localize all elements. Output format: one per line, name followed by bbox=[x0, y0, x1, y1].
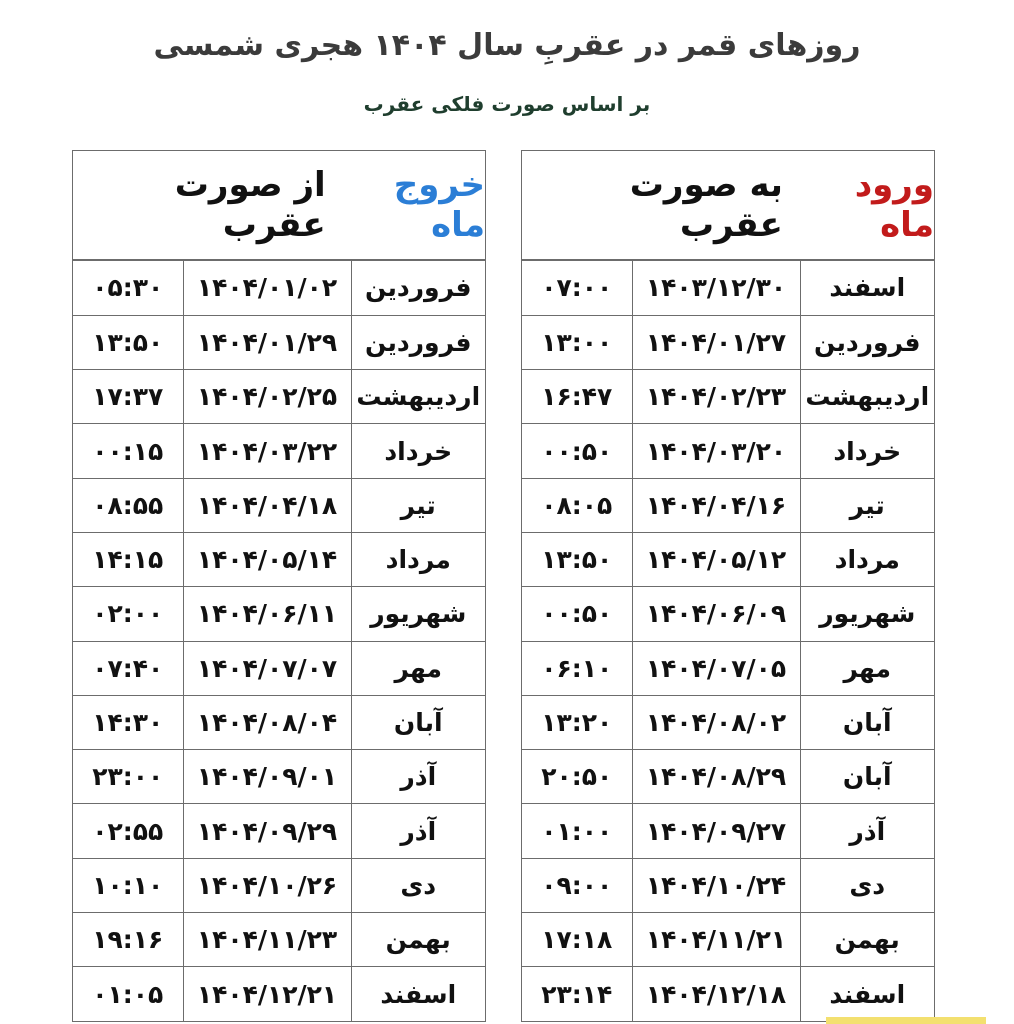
table-row bbox=[73, 695, 485, 749]
month-cell: اسفند bbox=[800, 967, 934, 1021]
entry-table-panel bbox=[521, 150, 935, 1022]
date-cell: ۱۴۰۴/۰۱/۲۷ bbox=[632, 315, 800, 369]
month-cell: اردیبهشت bbox=[800, 370, 934, 424]
table-row bbox=[522, 370, 934, 424]
table-row bbox=[73, 315, 485, 369]
exit-table bbox=[73, 261, 485, 1021]
date-cell: ۱۴۰۴/۱۰/۲۴ bbox=[632, 858, 800, 912]
month-cell: دی bbox=[800, 858, 934, 912]
entry-table-header bbox=[522, 151, 934, 261]
time-cell: ۰۱:۰۰ bbox=[522, 804, 632, 858]
table-row bbox=[73, 478, 485, 532]
month-cell: تیر bbox=[351, 478, 485, 532]
exit-header-accent: خروج ماه bbox=[393, 165, 485, 245]
date-cell: ۱۴۰۴/۰۲/۲۳ bbox=[632, 370, 800, 424]
time-cell: ۰۷:۴۰ bbox=[73, 641, 183, 695]
time-cell: ۰۹:۰۰ bbox=[522, 858, 632, 912]
date-cell: ۱۴۰۴/۰۵/۱۲ bbox=[632, 532, 800, 586]
month-cell: آبان bbox=[351, 695, 485, 749]
date-cell: ۱۴۰۴/۱۱/۲۱ bbox=[632, 913, 800, 967]
table-row bbox=[522, 695, 934, 749]
entry-table bbox=[522, 261, 934, 1021]
date-cell: ۱۴۰۴/۰۱/۲۹ bbox=[183, 315, 351, 369]
time-cell: ۰۶:۱۰ bbox=[522, 641, 632, 695]
table-row bbox=[522, 587, 934, 641]
date-cell: ۱۴۰۴/۰۵/۱۴ bbox=[183, 532, 351, 586]
date-cell: ۱۴۰۴/۰۸/۲۹ bbox=[632, 750, 800, 804]
month-cell: شهریور bbox=[800, 587, 934, 641]
exit-header-text: از صورت عقرب bbox=[174, 165, 326, 245]
time-cell: ۱۹:۱۶ bbox=[73, 913, 183, 967]
table-row bbox=[522, 424, 934, 478]
date-cell: ۱۴۰۴/۱۰/۲۶ bbox=[183, 858, 351, 912]
month-cell: فروردین bbox=[351, 315, 485, 369]
table-row bbox=[73, 913, 485, 967]
table-row bbox=[522, 315, 934, 369]
time-cell: ۲۰:۵۰ bbox=[522, 750, 632, 804]
date-cell: ۱۴۰۴/۱۲/۱۸ bbox=[632, 967, 800, 1021]
date-cell: ۱۴۰۴/۱۱/۲۳ bbox=[183, 913, 351, 967]
time-cell: ۰۸:۰۵ bbox=[522, 478, 632, 532]
time-cell: ۰۰:۵۰ bbox=[522, 587, 632, 641]
exit-table-header bbox=[73, 151, 485, 261]
time-cell: ۱۰:۱۰ bbox=[73, 858, 183, 912]
time-cell: ۰۰:۱۵ bbox=[73, 424, 183, 478]
month-cell: بهمن bbox=[351, 913, 485, 967]
table-row bbox=[522, 261, 934, 315]
table-row bbox=[522, 804, 934, 858]
time-cell: ۱۳:۰۰ bbox=[522, 315, 632, 369]
entry-header-text: به صورت عقرب bbox=[629, 165, 783, 245]
table-row bbox=[73, 967, 485, 1021]
month-cell: آبان bbox=[800, 695, 934, 749]
table-row bbox=[522, 532, 934, 586]
table-row bbox=[522, 750, 934, 804]
month-cell: مرداد bbox=[800, 532, 934, 586]
exit-table-panel bbox=[72, 150, 486, 1022]
date-cell: ۱۴۰۴/۰۴/۱۶ bbox=[632, 478, 800, 532]
month-cell: آذر bbox=[351, 750, 485, 804]
month-cell: اسفند bbox=[351, 967, 485, 1021]
month-cell: فروردین bbox=[800, 315, 934, 369]
table-row bbox=[73, 858, 485, 912]
month-cell: اردیبهشت bbox=[351, 370, 485, 424]
time-cell: ۰۲:۰۰ bbox=[73, 587, 183, 641]
date-cell: ۱۴۰۴/۰۳/۲۰ bbox=[632, 424, 800, 478]
table-row bbox=[522, 641, 934, 695]
corner-decoration bbox=[826, 1017, 986, 1024]
time-cell: ۱۳:۲۰ bbox=[522, 695, 632, 749]
date-cell: ۱۴۰۴/۰۶/۱۱ bbox=[183, 587, 351, 641]
date-cell: ۱۴۰۴/۰۹/۲۹ bbox=[183, 804, 351, 858]
table-row bbox=[73, 804, 485, 858]
month-cell: خرداد bbox=[800, 424, 934, 478]
table-row bbox=[522, 858, 934, 912]
page-title: روزهای قمر در عقربِ سال ۱۴۰۴ هجری شمسی bbox=[153, 28, 861, 63]
time-cell: ۱۷:۱۸ bbox=[522, 913, 632, 967]
date-cell: ۱۴۰۴/۱۲/۲۱ bbox=[183, 967, 351, 1021]
date-cell: ۱۴۰۴/۰۹/۲۷ bbox=[632, 804, 800, 858]
date-cell: ۱۴۰۴/۰۶/۰۹ bbox=[632, 587, 800, 641]
month-cell: دی bbox=[351, 858, 485, 912]
month-cell: آذر bbox=[800, 804, 934, 858]
time-cell: ۱۴:۳۰ bbox=[73, 695, 183, 749]
time-cell: ۱۶:۴۷ bbox=[522, 370, 632, 424]
time-cell: ۲۳:۱۴ bbox=[541, 979, 613, 1009]
time-cell: ۰۵:۳۰ bbox=[73, 261, 183, 315]
date-cell: ۱۴۰۴/۰۸/۰۲ bbox=[632, 695, 800, 749]
page-subtitle: بر اساس صورت فلکی عقرب bbox=[363, 92, 651, 116]
table-row bbox=[522, 913, 934, 967]
time-cell: ۰۷:۰۰ bbox=[522, 261, 632, 315]
table-row bbox=[73, 641, 485, 695]
table-row bbox=[73, 587, 485, 641]
time-cell: ۰۰:۵۰ bbox=[522, 424, 632, 478]
month-cell: مهر bbox=[800, 641, 934, 695]
month-cell: تیر bbox=[800, 478, 934, 532]
time-cell: ۱۷:۳۷ bbox=[73, 370, 183, 424]
time-cell: ۲۳:۰۰ bbox=[73, 750, 183, 804]
table-row bbox=[522, 967, 934, 1021]
month-cell: بهمن bbox=[800, 913, 934, 967]
entry-header-accent: ورود ماه bbox=[854, 165, 934, 245]
date-cell: ۱۴۰۴/۰۷/۰۵ bbox=[632, 641, 800, 695]
table-row bbox=[522, 478, 934, 532]
month-cell: فروردین bbox=[351, 261, 485, 315]
table-row bbox=[73, 532, 485, 586]
month-cell: اسفند bbox=[800, 261, 934, 315]
month-cell: خرداد bbox=[351, 424, 485, 478]
date-cell: ۱۴۰۴/۰۳/۲۲ bbox=[183, 424, 351, 478]
date-cell: ۱۴۰۴/۰۱/۰۲ bbox=[183, 261, 351, 315]
date-cell: ۱۴۰۴/۰۴/۱۸ bbox=[183, 478, 351, 532]
time-cell: ۰۲:۵۵ bbox=[73, 804, 183, 858]
date-cell: ۱۴۰۴/۰۸/۰۴ bbox=[183, 695, 351, 749]
month-cell: آذر bbox=[351, 804, 485, 858]
date-cell: ۱۴۰۴/۰۲/۲۵ bbox=[183, 370, 351, 424]
time-cell: ۱۳:۵۰ bbox=[522, 532, 632, 586]
table-row bbox=[73, 750, 485, 804]
date-cell: ۱۴۰۴/۰۷/۰۷ bbox=[183, 641, 351, 695]
date-cell: ۱۴۰۴/۰۹/۰۱ bbox=[183, 750, 351, 804]
month-cell: مهر bbox=[351, 641, 485, 695]
month-cell: شهریور bbox=[351, 587, 485, 641]
table-row bbox=[73, 370, 485, 424]
date-cell: ۱۴۰۳/۱۲/۳۰ bbox=[632, 261, 800, 315]
time-cell: ۱۳:۵۰ bbox=[73, 315, 183, 369]
month-cell: آبان bbox=[800, 750, 934, 804]
time-cell: ۰۸:۵۵ bbox=[73, 478, 183, 532]
time-cell: ۱۴:۱۵ bbox=[73, 532, 183, 586]
table-row bbox=[73, 424, 485, 478]
table-row bbox=[73, 261, 485, 315]
time-cell: ۰۱:۰۵ bbox=[92, 979, 164, 1009]
month-cell: مرداد bbox=[351, 532, 485, 586]
